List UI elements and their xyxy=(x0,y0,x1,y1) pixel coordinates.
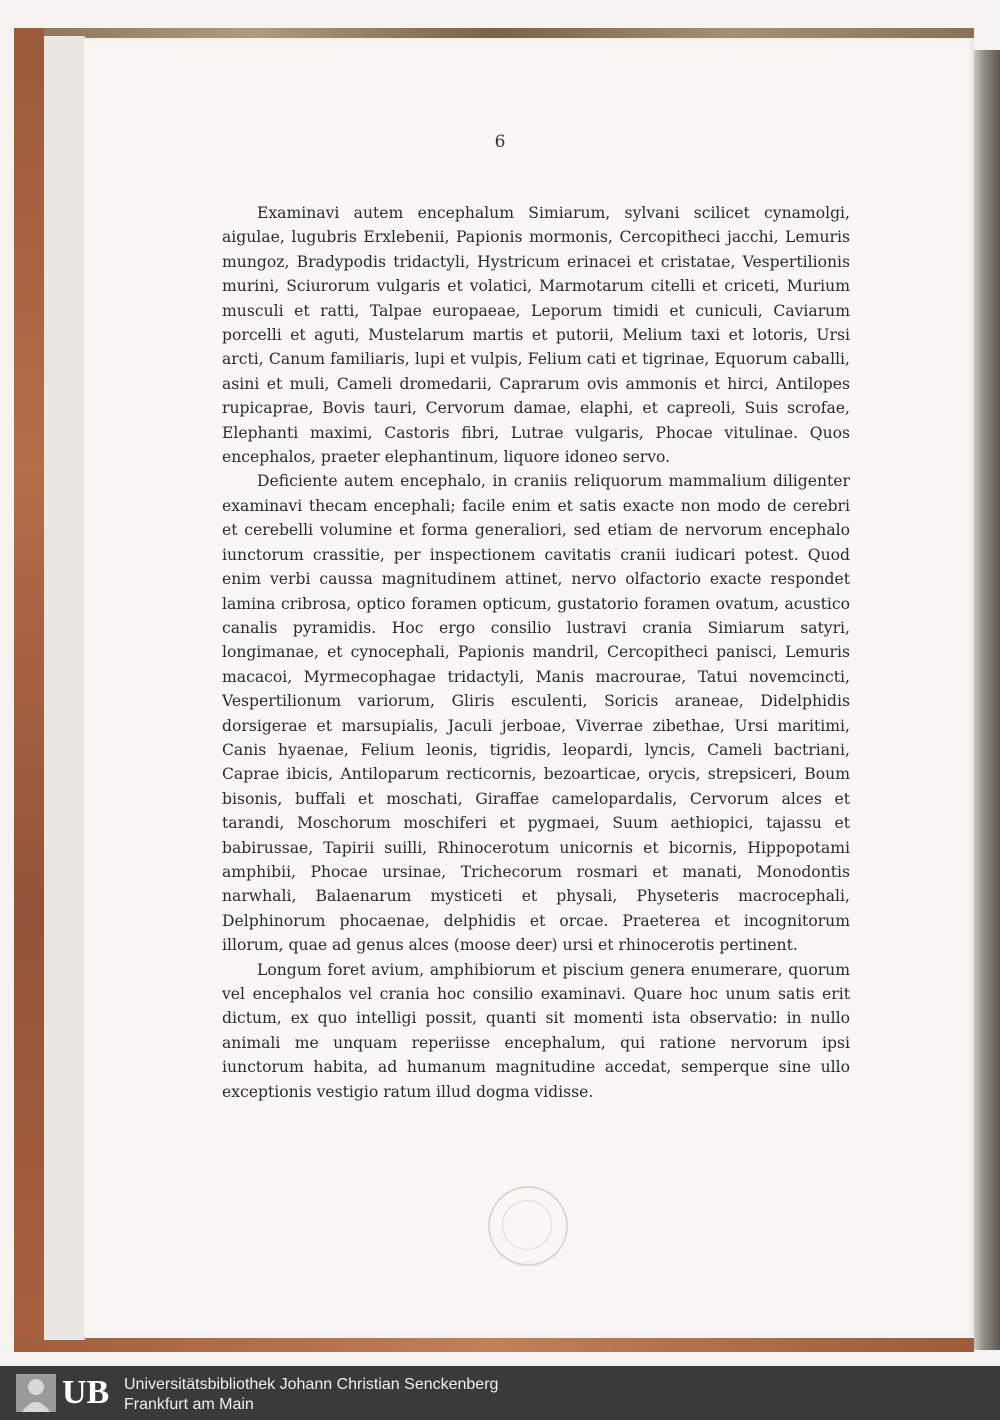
viewer-footer-bar xyxy=(0,1366,1000,1420)
paragraph-1: Examinavi autem encephalum Simiarum, sylvani scilicet cynamolgi, aigulae, lugubris Erxlebenii, Papionis mormonis, Cercopitheci jacchi, Lemuris mungoz, Bradypodis tridactyli, Hystricum erinacei et cristatae, Vespertilionis murini, Sciurorum vulgaris et volatici, Marmotarum citelli et criceti, Murium musculi et ratti, Talpae europaeae, Leporum timidi et cuniculi, Caviarum porcelli et aguti, Mustelarum martis et putorii, Melium taxi et lotoris, Ursi arcti, Canum familiaris, lupi et vulpis, Felium cati et tigrinae, Equorum caballi, asini et muli, Cameli dromedarii, Caprarum ovis ammonis et hirci, Antilopes rupicaprae, Bovis tauri, Cervorum damae, elaphi, et capreoli, Suis scrofae, Elephanti maximi, Castoris fibri, Lutrae vulgaris, Phocae vitulinae. Quos encephalos, praeter elephantinum, liquore idoneo servo. xyxy=(222,204,850,467)
library-portrait-icon xyxy=(16,1374,56,1412)
page-number: 6 xyxy=(494,132,506,152)
book-spine-shadow xyxy=(974,50,1000,1350)
paragraph-2: Deficiente autem encephalo, in craniis reliquorum mammalium diligenter examinavi thecam encephali; facile enim et satis exacte non modo de cerebri et cerebelli volumine et forma generaliori, sed etiam de nervorum encephalo iunctorum crassitie, per inspectionem cavitatis cranii iudicari potest. Quod enim verbi caussa magnitudinem attinet, nervo olfactorio exacte respondet lamina cribrosa, optico foramen opticum, gustatorio foramen ovatum, acustico canalis pyramidis. Hoc ergo consilio lustravi crania Simiarum satyri, longimanae, et cynocephali, Papionis mandril, Cercopitheci panisci, Lemuris macacoi, Myrmecophagae tridactyli, Manis macrourae, Tatui novemcincti, Vespertilionum variorum, Gliris esculenti, Soricis araneae, Didelphidis dorsigerae et marsupialis, Jaculi jerboae, Viverrae zibethae, Ursi maritimi, Canis hyaenae, Felium leonis, tigridis, leopardi, lyncis, Cameli bactriani, Caprae ibicis, Antiloparum recticornis, bezoarticae, orycis, strepsiceri, Boum bisonis, buffali et moschati, Giraffae camelopardalis, Cervorum alces et tarandi, Moschorum moschiferi et pygmaei, Suum aethiopici, tajassu et babirussae, Tapirii suilli, Rhinocerotum unicornis et bicornis, Hippopotami amphibii, Phocae ursinae, Trichecorum rosmari et manati, Monodontis narwhali, Balaenarum mysticeti et physali, Physeteris macrocephali, Delphinorum phocaenae, delphidis et orcae. Praeterea et incognitorum illorum, quae ad genus alces (moose deer) ursi et rhinocerotis pertinent. xyxy=(222,472,850,955)
library-stamp-icon xyxy=(488,1186,568,1266)
book-cover-left-edge xyxy=(14,28,44,1348)
paragraph-3: Longum foret avium, amphibiorum et piscium genera enumerare, quorum vel encephalos vel crania hoc consilio examinavi. Quare hoc unum satis erit dictum, ex quo intelligi possit, quanti sit momenti ista observatio: in nullo animali me unquam reperiisse encephalum, qui ratione nervorum ipsi iunctorum habita, ad humanum magnitudine accedat, semperque sine ullo exceptionis vestigio ratum illud dogma vidisse. xyxy=(222,960,850,1101)
stamp-inner-ring xyxy=(502,1200,552,1250)
page-body-text xyxy=(222,201,850,1104)
library-name: Universitätsbibliothek Johann Christian Senckenberg xyxy=(124,1376,499,1393)
library-logo: UB xyxy=(62,1374,110,1411)
book-cover-bottom-edge xyxy=(14,1338,974,1352)
page-edge-stack xyxy=(44,36,85,1340)
library-city: Frankfurt am Main xyxy=(124,1396,254,1413)
